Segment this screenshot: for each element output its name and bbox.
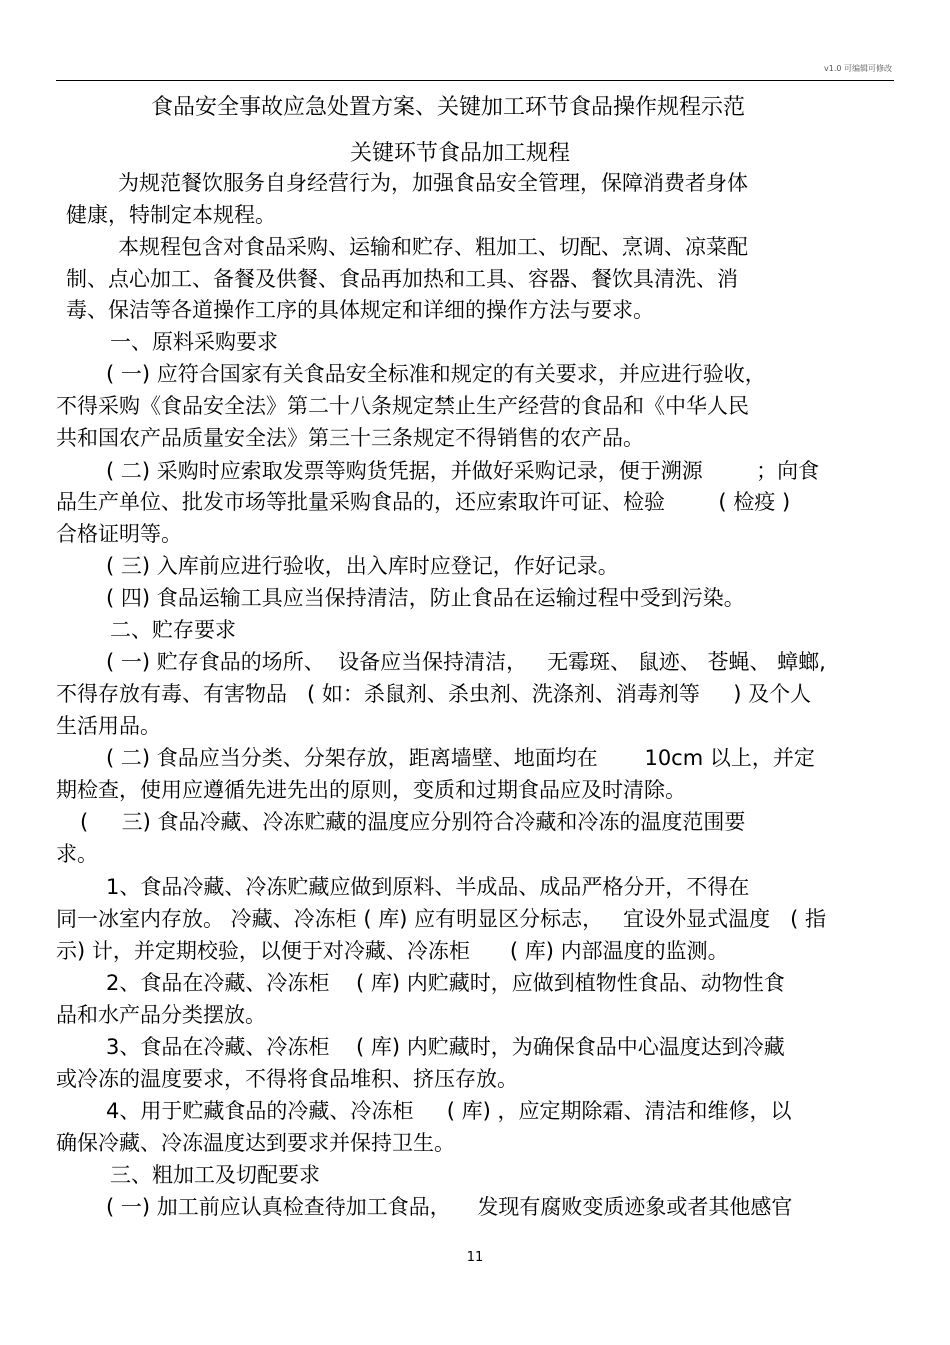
body-line: 不得采购《食品安全法》第二十八条规定禁止生产经营的食品和《中华人民 (56, 394, 749, 418)
body-line: ( 三) 食品冷藏、冷冻贮藏的温度应分别符合冷藏和冷冻的温度范围要 (80, 810, 746, 834)
section-heading: 三、粗加工及切配要求 (110, 1163, 320, 1187)
body-line: 毒、保洁等各道操作工序的具体规定和详细的操作方法与要求。 (66, 298, 654, 322)
header-divider (56, 80, 894, 81)
body-line: ( 一) 贮存食品的场所、 设备应当保持清洁， 无霉斑、 鼠迹、 苍蝇、 蟑螂, (106, 650, 826, 674)
body-line: ( 二) 食品应当分类、分架存放，距离墙壁、地面均在 10cm 以上，并定 (106, 746, 815, 770)
body-line: 期检查，使用应遵循先进先出的原则，变质和过期食品应及时清除。 (56, 778, 686, 802)
body-line: 同一冰室内存放。 冷藏、冷冻柜 ( 库) 应有明显区分标志， 宜设外显式温度 ( 指 (56, 907, 827, 931)
body-line: 2、食品在冷藏、冷冻柜 ( 库) 内贮藏时，应做到植物性食品、动物性食 (106, 971, 785, 995)
body-line: 健康，特制定本规程。 (66, 203, 276, 227)
body-line: ( 一) 加工前应认真检查待加工食品， 发现有腐败变质迹象或者其他感官 (106, 1195, 793, 1219)
body-line: 品生产单位、批发市场等批量采购食品的，还应索取许可证、检验 ( 检疫 ) (56, 490, 791, 514)
document-subtitle: 关键环节食品加工规程 (349, 141, 570, 166)
section-heading: 二、贮存要求 (110, 618, 236, 642)
body-line: 示) 计，并定期校验，以便于对冷藏、冷冻柜 ( 库) 内部温度的监测。 (56, 939, 729, 963)
body-line: ( 一) 应符合国家有关食品安全标准和规定的有关要求，并应进行验收， (106, 362, 766, 386)
body-line: 1、食品冷藏、冷冻贮藏应做到原料、半成品、成品严格分开，不得在 (106, 875, 750, 899)
body-line: ( 二) 采购时应索取发票等购货凭据，并做好采购记录，便于溯源 ；向食 (106, 459, 820, 483)
body-line: 求。 (56, 842, 98, 866)
body-line: 本规程包含对食品采购、运输和贮存、粗加工、切配、烹调、凉菜配 (118, 235, 748, 259)
body-line: 4、用于贮藏食品的冷藏、冷冻柜 ( 库) ，应定期除霜、清洁和维修，以 (106, 1099, 792, 1123)
body-line: 或冷冻的温度要求，不得将食品堆积、挤压存放。 (56, 1067, 518, 1091)
body-line: ( 四) 食品运输工具应当保持清洁，防止食品在运输过程中受到污染。 (106, 586, 745, 610)
body-line: 制、点心加工、备餐及供餐、食品再加热和工具、容器、餐饮具清洗、消 (66, 267, 738, 291)
page-number: 11 (466, 1250, 484, 1265)
body-line: 共和国农产品质量安全法》第三十三条规定不得销售的农产品。 (56, 426, 644, 450)
body-line: 合格证明等。 (56, 522, 182, 546)
body-line: 为规范餐饮服务自身经营行为，加强食品安全管理，保障消费者身体 (118, 171, 748, 195)
header-version-note: v1.0 可编辑可修改 (824, 64, 892, 73)
section-heading: 一、原料采购要求 (110, 330, 278, 354)
body-line: 生活用品。 (56, 714, 161, 738)
body-line: 不得存放有毒、有害物品 ( 如：杀鼠剂、杀虫剂、洗涤剂、消毒剂等 ) 及个人 (56, 682, 812, 706)
body-line: 品和水产品分类摆放。 (56, 1003, 266, 1027)
body-line: 3、食品在冷藏、冷冻柜 ( 库) 内贮藏时，为确保食品中心温度达到冷藏 (106, 1035, 785, 1059)
body-line: ( 三) 入库前应进行验收，出入库时应登记，作好记录。 (106, 554, 619, 578)
document-title: 食品安全事故应急处置方案、关键加工环节食品操作规程示范 (150, 95, 745, 120)
body-line: 确保冷藏、冷冻温度达到要求并保持卫生。 (56, 1131, 455, 1155)
